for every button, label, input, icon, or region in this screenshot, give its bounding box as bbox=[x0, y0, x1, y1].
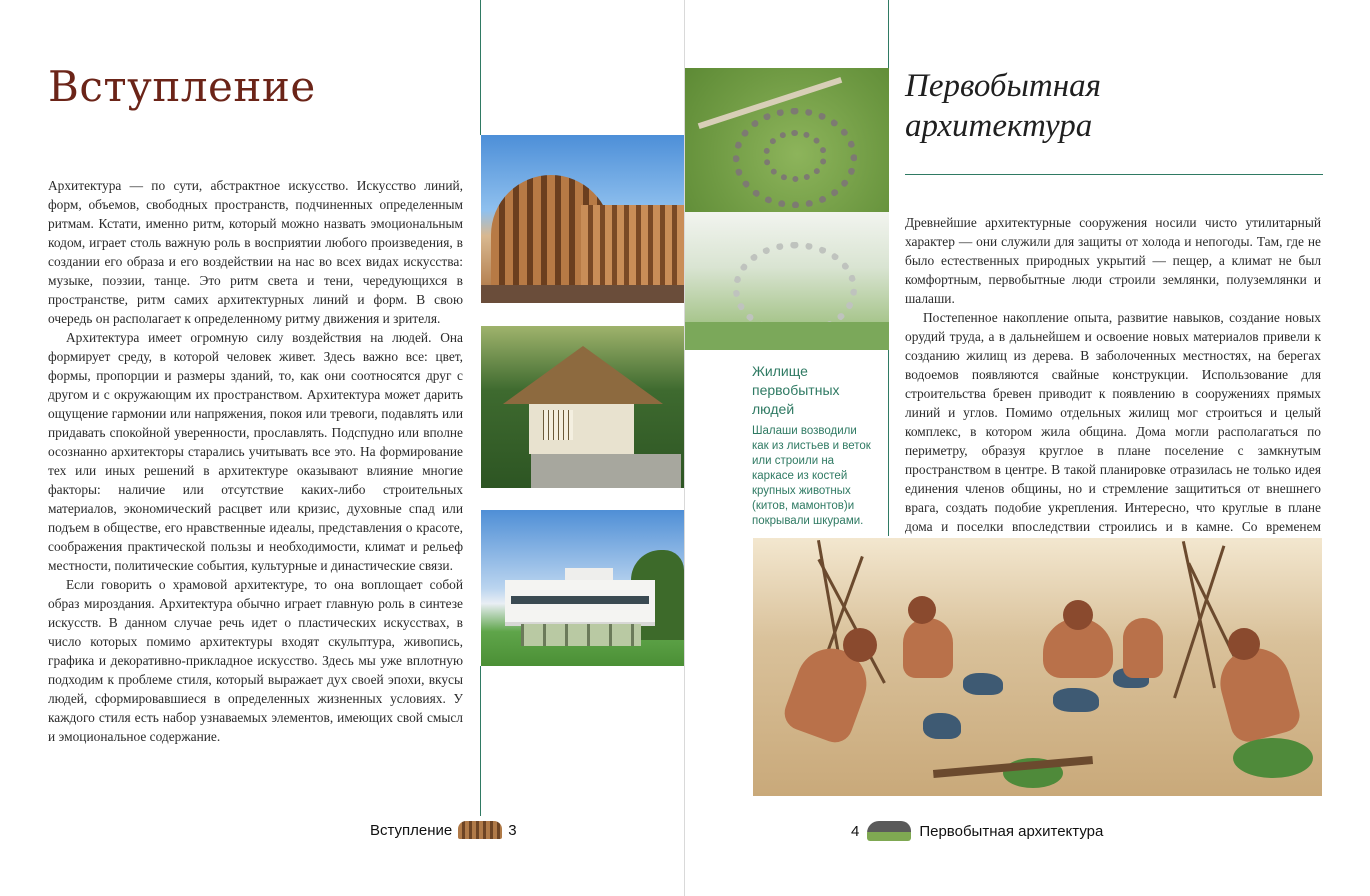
person-head bbox=[1228, 628, 1260, 660]
thatched-roof bbox=[503, 346, 663, 404]
rock bbox=[923, 713, 961, 739]
pilotis bbox=[521, 624, 641, 646]
footer-right-label: Первобытная архитектура bbox=[919, 822, 1104, 840]
person-head bbox=[843, 628, 877, 662]
gravel-path bbox=[531, 454, 681, 488]
right-page-title bbox=[905, 66, 1101, 146]
grass-field bbox=[685, 322, 889, 350]
left-paragraph-3: Если говорить о храмовой архитектуре, то она воплощает собой образ мироздания. Архитектура обычно играет главную роль в синтезе искусств. В данном случае речь идет о пластических искусствах, в число которых помимо архитектуры входят скульптура, живопись, графика и декоративно-прикладное искусство. Здесь мы уже вплотную подходим к проблеме стиля, который выражает дух своей эпохи, вкусы людей, сформировавшиеся в определенных жизненных условиях. У каждого стиля есть набор узнаваемых элементов, имеющих свой смысл и эмоциональное содержание. bbox=[48, 577, 463, 744]
right-title-line-1: Первобытная bbox=[905, 68, 1101, 104]
stonehenge-photo bbox=[685, 68, 889, 212]
ribbon-window bbox=[511, 596, 649, 604]
footer-right-page-number: 4 bbox=[851, 822, 860, 840]
divider-right-top bbox=[888, 0, 889, 68]
left-paragraph-2: Архитектура имеет огромную силу воздействия на людей. Она формирует среду, в которой человек живет. Здесь важно все: цвет, формы, пропорции и размеры зданий, то, как они соотносятся друг с другом и с окружающим их пространством. Архитектура может дарить ощущение гармонии или напряжения, покоя или тревоги, подавлять или придавать спокойной уверенности, прославлять. Подспудно или вполне осознанно архитекторы старались учитывать все это. На формирование тех или иных решений в архитектуре оказывают влияние многие факторы: наличие или отсутствие каких-либо строительных материалов, экономический расцвет или кризис, духовные спад или подъем в обществе, его нравственные идеалы, представления о красоте, соображения практической пользы и необходимости, климат и рельеф местности, политические события, культурные и династические связи. bbox=[48, 330, 463, 573]
rock bbox=[1053, 688, 1099, 712]
person-head bbox=[1063, 600, 1093, 630]
person-squatting bbox=[903, 618, 953, 678]
person-bending bbox=[1213, 640, 1304, 745]
primitive-people-illustration bbox=[753, 538, 1322, 796]
divider-right-mid bbox=[888, 350, 889, 536]
dolmen-icon bbox=[867, 821, 911, 841]
crowd bbox=[481, 285, 684, 303]
caption-text: Шалаши возводили как из листьев и веток или строили на каркасе из костей крупных животных (китов, мамонтов)и покрывали шкурами. bbox=[752, 425, 871, 527]
japanese-house-photo bbox=[481, 326, 684, 488]
footer-left-label: Вступление bbox=[370, 821, 453, 839]
right-page-body bbox=[905, 213, 1321, 574]
person-standing bbox=[1123, 618, 1163, 678]
footer-left-page-number: 3 bbox=[508, 821, 517, 839]
right-title-line-2: архитектура bbox=[905, 108, 1093, 144]
right-paragraph-1: Древнейшие архитектурные сооружения носили чисто утилитарный характер — они служили для защиты от холода и непогоды. Там, где не было естественных природных укрытий — пещер, а климат не был комфортным, первобытные люди строили землянки, полуземлянки и шалаши. bbox=[905, 215, 1321, 306]
right-paragraph-2: Постепенное накопление опыта, развитие навыков, создание новых орудий труда, а в дальнейшем и освоение новых материалов привели к созданию жилищ из дерева. В заболоченных местностях, на берегах водоемов появляются свайные конструкции. Использование для строительства бревен приводит к появлению в сооружениях прямых линий и углов. Помимо отдельных жилищ мог строиться и целый комплекс, в котором жила община. Дома могли располагаться по периметру, образуя круглое в плане поселение с замкнутым пространством в центре. В такой планировке отразилась не только идея единения членов общины, но и стремление защититься от внешнего врага, создать подобие укрепления. Интересно, что круглые в плане дома и поселки впоследствии строились и в камне. Со временем bbox=[905, 310, 1321, 534]
footer-right bbox=[851, 821, 1103, 841]
left-page-body bbox=[48, 176, 463, 746]
rock bbox=[963, 673, 1003, 695]
colosseum-icon bbox=[458, 821, 502, 839]
person-head bbox=[908, 596, 936, 624]
greenery bbox=[1233, 738, 1313, 778]
title-underline bbox=[905, 174, 1323, 175]
divider-left-bottom bbox=[480, 666, 481, 816]
inner-stone-circle bbox=[763, 130, 827, 182]
villa-photo bbox=[481, 510, 684, 666]
lattice-window bbox=[543, 410, 573, 440]
caption-title: Жилище первобытных людей bbox=[752, 363, 840, 417]
colosseum-wall-ruin bbox=[581, 205, 684, 295]
stonehenge-reconstruction bbox=[685, 212, 889, 350]
divider-left-top bbox=[480, 0, 481, 135]
left-paragraph-1: Архитектура — по сути, абстрактное искусство. Искусство линий, форм, объемов, свободных пространств, подчиненных определенным ритмам. Кстати, именно ритм, который можно назвать эмоциональным кодом, играет столь важную роль в восприятии любого произведения, в создании его образа и его воздействии на нас во всех видах искусства: музыке, поэзии, танце. Это ритм света и тени, чередующихся в пространстве, ритм самих архитектурных линий и форм. В свою очередь он располагает к определенному ритму движения и зрителя. bbox=[48, 178, 463, 326]
footer-left bbox=[370, 821, 517, 839]
left-page-title: Вступление bbox=[48, 62, 316, 111]
colosseum-photo bbox=[481, 135, 684, 303]
